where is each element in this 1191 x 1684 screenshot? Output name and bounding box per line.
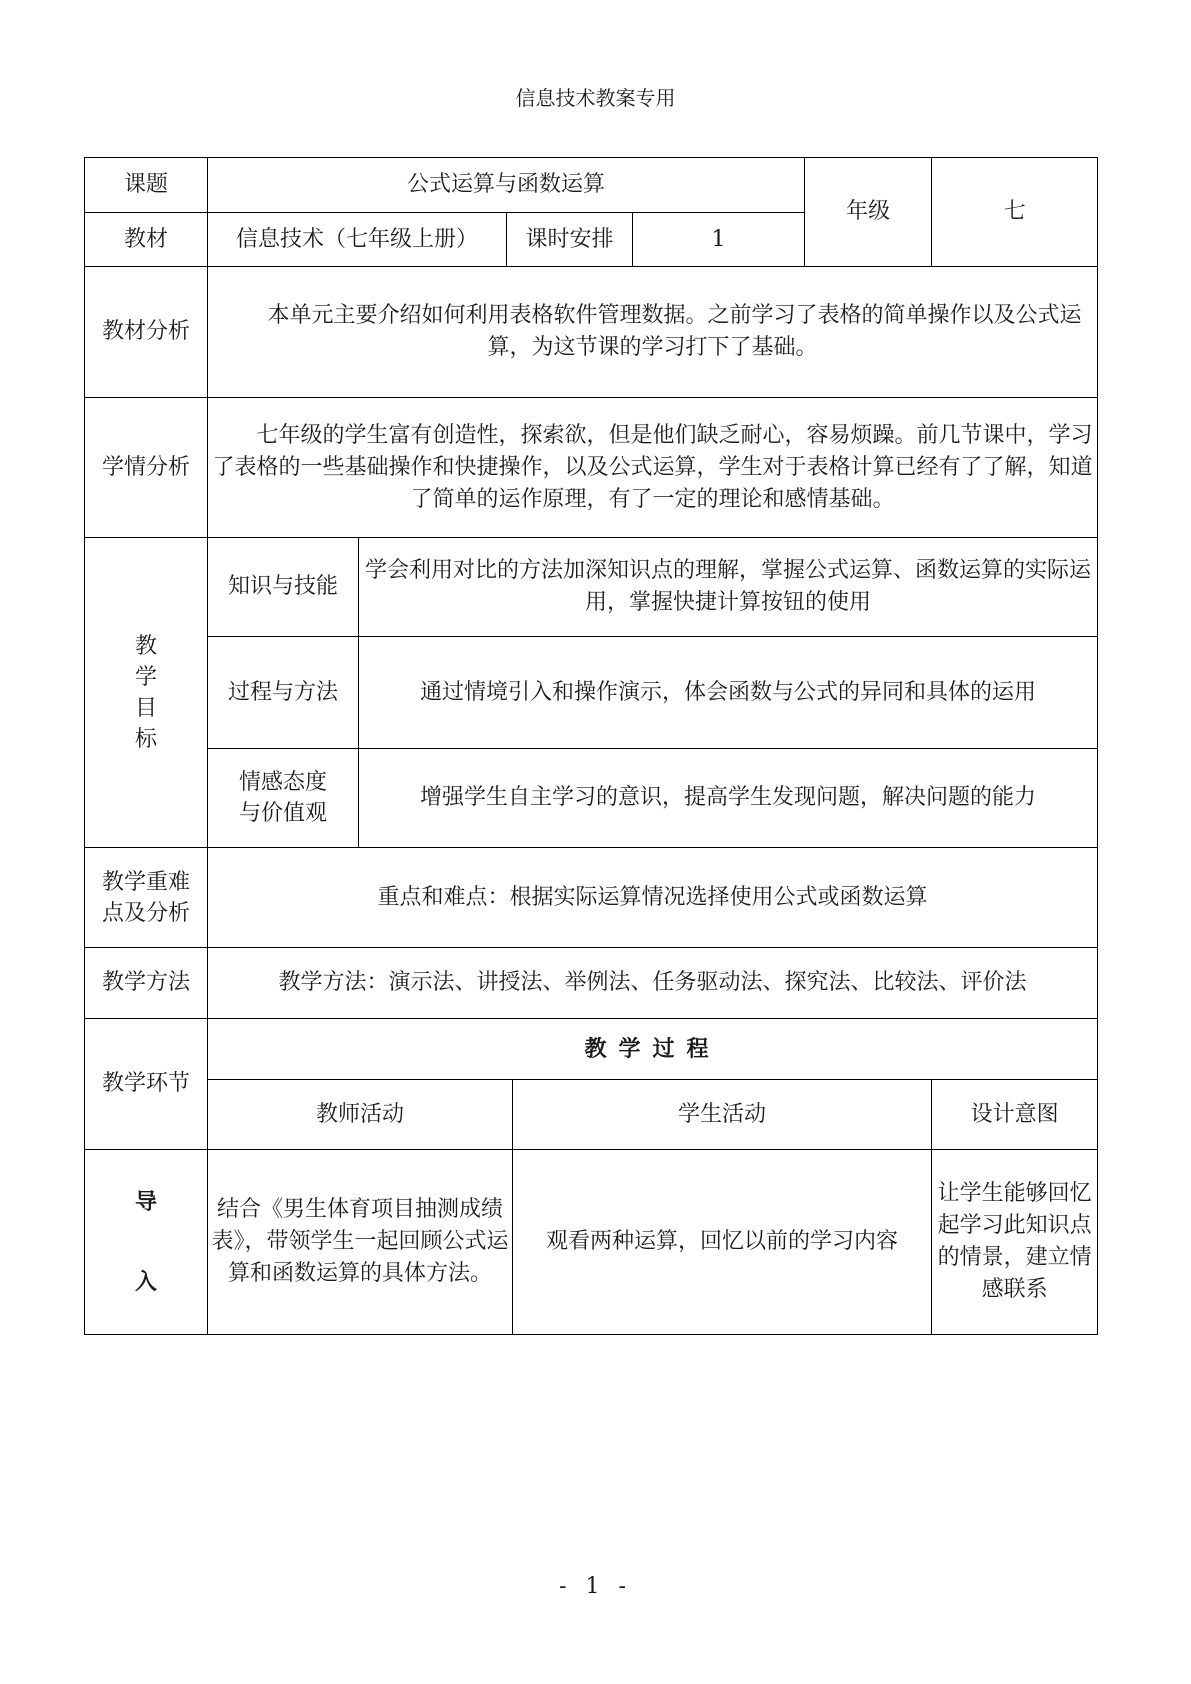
document-header: 信息技术教案专用 <box>515 86 676 110</box>
methods-label: 教学方法 <box>85 948 208 1019</box>
textbook-value: 信息技术（七年级上册） <box>208 213 507 267</box>
objective-row <box>85 637 1098 749</box>
stage-label: 教学环节 <box>85 1019 208 1150</box>
process-row <box>85 1150 1098 1335</box>
grade-label: 年级 <box>805 158 932 267</box>
lesson-plan-table <box>84 157 1098 1335</box>
key-points-text: 重点和难点：根据实际运算情况选择使用公式或函数运算 <box>208 848 1098 948</box>
methods-text: 教学方法：演示法、讲授法、举例法、任务驱动法、探究法、比较法、评价法 <box>208 948 1098 1019</box>
page-number: - 1 - <box>559 1574 632 1599</box>
material-analysis-row <box>85 267 1098 398</box>
key-points-row <box>85 848 1098 948</box>
student-analysis-label: 学情分析 <box>85 398 208 538</box>
key-points-label: 教学重难 点及分析 <box>85 848 208 948</box>
column-header-intent: 设计意图 <box>932 1080 1098 1150</box>
objective-text: 增强学生自主学习的意识，提高学生发现问题，解决问题的能力 <box>359 749 1098 848</box>
objective-text: 学会利用对比的方法加深知识点的理解，掌握公式运算、函数运算的实际运用，掌握快捷计算按钮的使用 <box>359 538 1098 637</box>
process-stage: 导 入 <box>85 1150 208 1335</box>
textbook-label: 教材 <box>85 213 208 267</box>
objective-label: 过程与方法 <box>208 637 359 749</box>
student-activity: 观看两种运算，回忆以前的学习内容 <box>513 1150 932 1335</box>
teacher-activity: 结合《男生体育项目抽测成绩表》，带领学生一起回顾公式运算和函数运算的具体方法。 <box>208 1150 513 1335</box>
hours-value: 1 <box>633 213 805 267</box>
objectives-label: 教 学 目 标 <box>85 538 208 848</box>
process-title: 教学过程 <box>208 1019 1098 1080</box>
objective-label: 情感态度 与价值观 <box>208 749 359 848</box>
hours-label: 课时安排 <box>507 213 633 267</box>
objective-row <box>85 749 1098 848</box>
material-analysis-label: 教材分析 <box>85 267 208 398</box>
process-title-row <box>85 1019 1098 1080</box>
material-analysis-text: 本单元主要介绍如何利用表格软件管理数据。之前学习了表格的简单操作以及公式运算，为这节课的学习打下了基础。 <box>267 303 1082 360</box>
methods-row <box>85 948 1098 1019</box>
grade-value: 七 <box>932 158 1098 267</box>
objective-label: 知识与技能 <box>208 538 359 637</box>
process-columns-row <box>85 1080 1098 1150</box>
student-analysis-text: 七年级的学生富有创造性，探索欲，但是他们缺乏耐心，容易烦躁。前几节课中，学习了表格的一些基础操作和快捷操作，以及公式运算，学生对于表格计算已经有了了解，知道了简单的运作原理，有了一定的理论和感情基础。 <box>212 422 1093 512</box>
column-header-teacher: 教师活动 <box>208 1080 513 1150</box>
design-intent: 让学生能够回忆起学习此知识点的情景，建立情感联系 <box>932 1150 1098 1335</box>
topic-label: 课题 <box>85 158 208 213</box>
topic-row <box>85 158 1098 213</box>
column-header-student: 学生活动 <box>513 1080 932 1150</box>
student-analysis-row <box>85 398 1098 538</box>
topic-value: 公式运算与函数运算 <box>208 158 805 213</box>
objective-text: 通过情境引入和操作演示，体会函数与公式的异同和具体的运用 <box>359 637 1098 749</box>
objective-row <box>85 538 1098 637</box>
